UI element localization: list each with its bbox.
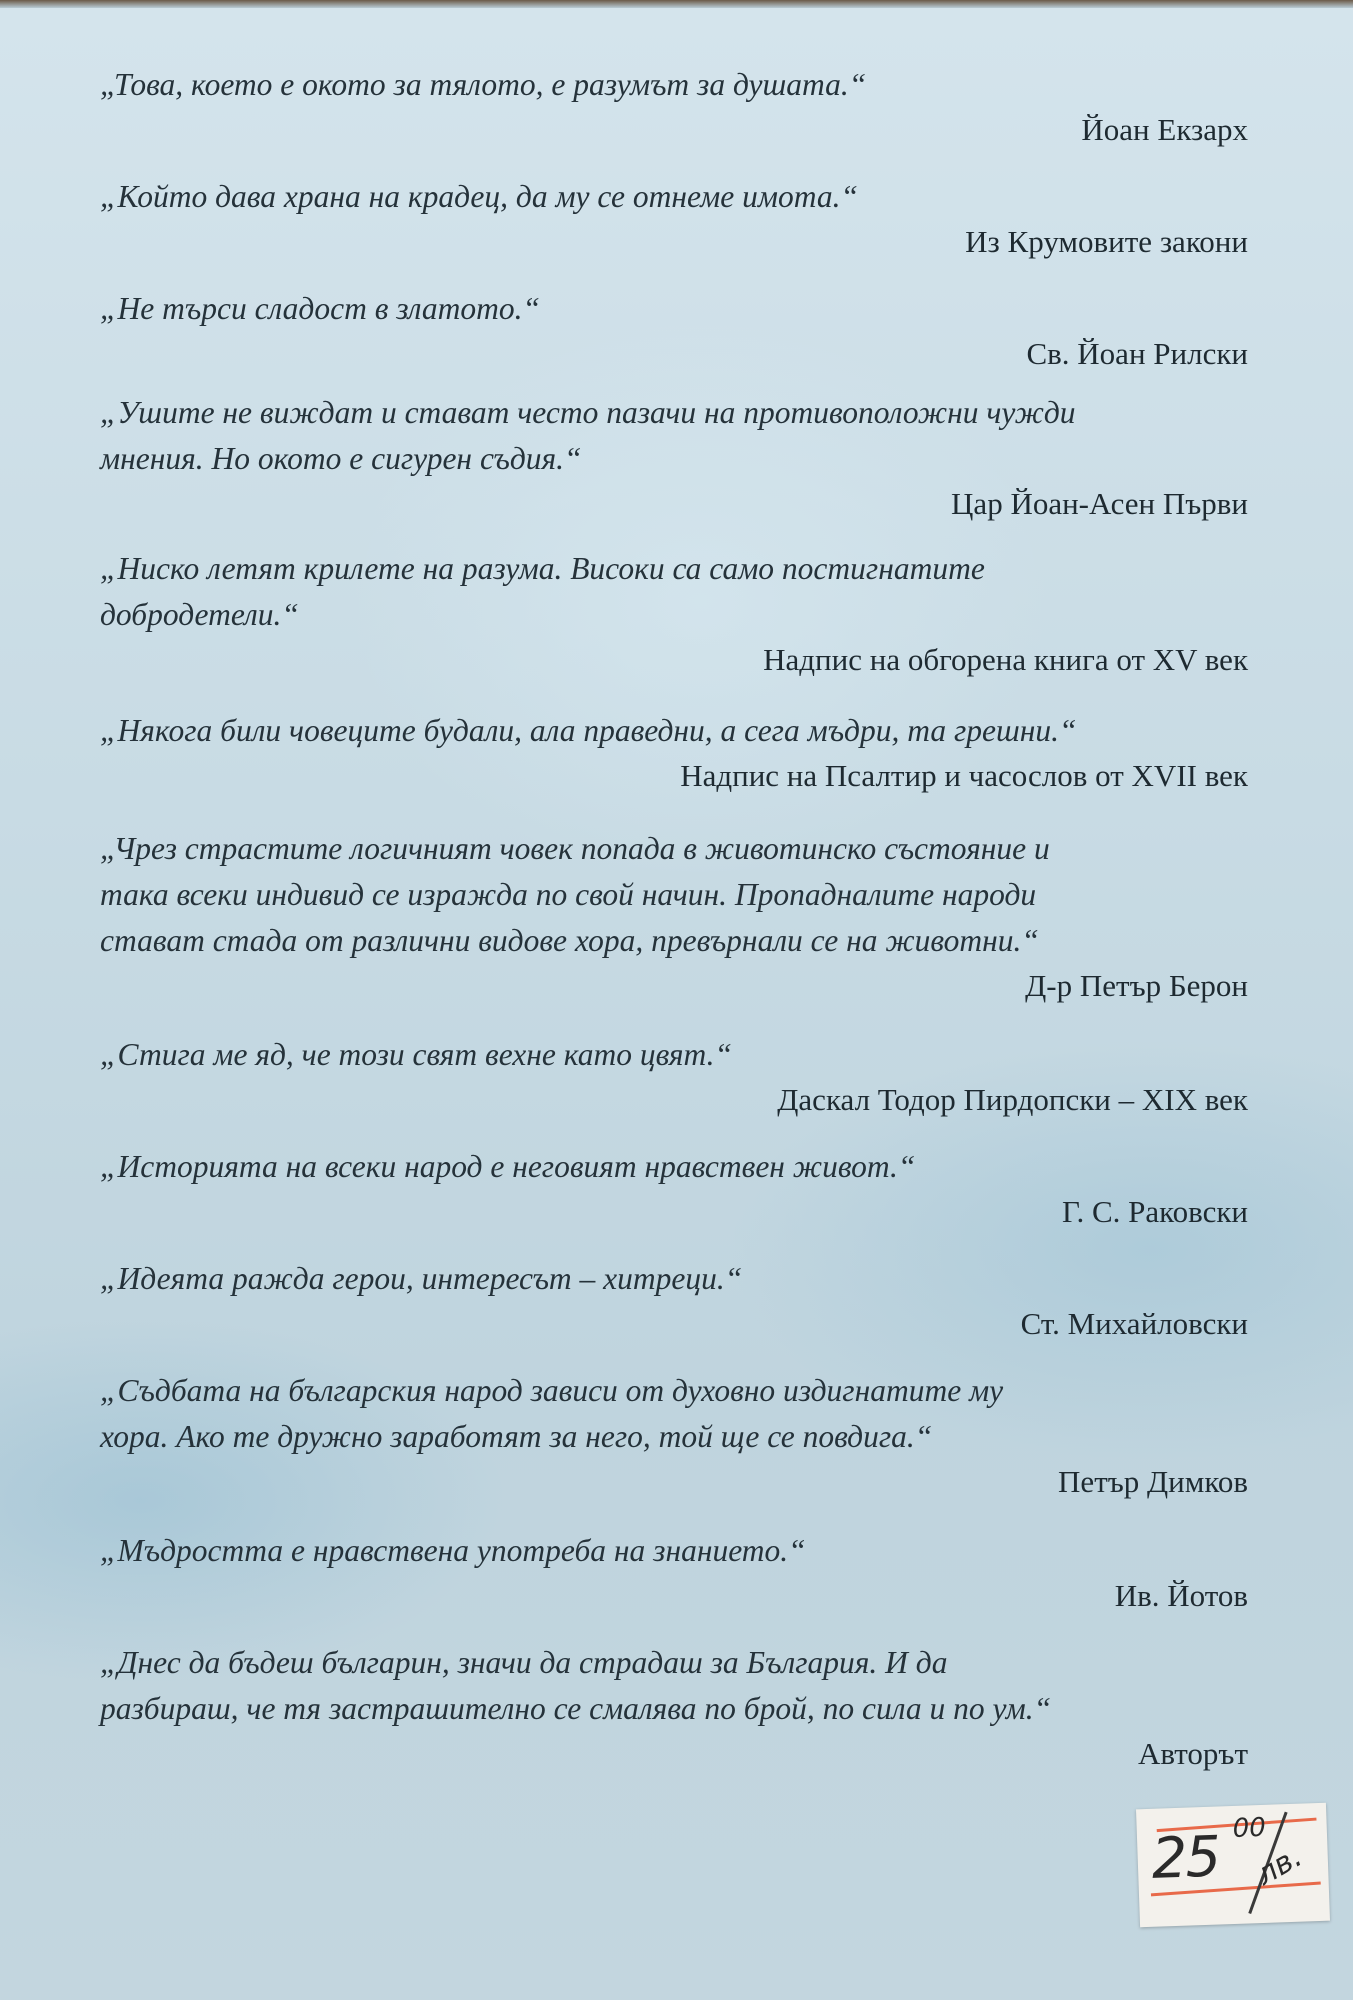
quote-text: „Не търси сладост в златото.“: [100, 291, 541, 326]
quote-author: Ив. Йотов: [1114, 1578, 1248, 1613]
quote-author: Из Крумовите закони: [965, 224, 1248, 259]
quote-item: [100, 1640, 1270, 1776]
quote-text: „Стига ме яд, че този свят вехне като цвят.“: [100, 1037, 733, 1072]
quote-text: „Ушите не виждат и стават често пазачи на противоположни чужди мнения. Но окото е сигурен съдия.“: [100, 395, 1076, 476]
quote-author: Ст. Михайловски: [1020, 1306, 1248, 1341]
quote-item: [100, 1256, 1270, 1346]
quote-item: [100, 546, 1270, 682]
cover-top-edge: [0, 0, 1353, 8]
quote-author: Д-р Петър Берон: [1025, 968, 1248, 1003]
quote-item: [100, 1528, 1270, 1618]
quote-item: [100, 174, 1270, 264]
quote-author: Петър Димков: [1058, 1464, 1248, 1499]
price-amount: 25: [1150, 1824, 1221, 1892]
quote-text: „Някога били човеците будали, ала праведни, а сега мъдри, та грешни.“: [100, 713, 1077, 748]
quote-text: „Съдбата на българския народ зависи от духовно издигнатите му хора. Ако те дружно заработят за него, той ще се повдига.“: [100, 1373, 1004, 1454]
quote-text: „Мъдростта е нравствена употреба на знанието.“: [100, 1533, 806, 1568]
quote-item: [100, 1032, 1270, 1122]
quote-author: Йоан Екзарх: [1081, 112, 1248, 147]
quote-author: Надпис на Псалтир и часослов от XVII век: [680, 758, 1248, 793]
quote-text: „Днес да бъдеш българин, значи да страдаш за България. И да разбираш, че тя застрашително се смалява по брой, по сила и по ум.“: [100, 1645, 1052, 1726]
quote-author: Надпис на обгорена книга от XV век: [763, 642, 1248, 677]
quote-author: Даскал Тодор Пирдопски – XIX век: [777, 1082, 1248, 1117]
quote-item: [100, 1368, 1270, 1504]
price-cents: 00: [1232, 1812, 1267, 1844]
quote-item: [100, 1144, 1270, 1234]
quote-item: [100, 62, 1270, 152]
quote-text: „Чрез страстите логичният човек попада в животинско състояние и така всеки индивид се изражда по свой начин. Пропадналите народи стават стада от различни видове хора, превърнали се на животни.“: [100, 831, 1050, 958]
quote-text: „Идеята ражда герои, интересът – хитреци.“: [100, 1261, 743, 1296]
quote-text: „Това, което е окото за тялото, е разумът за душата.“: [100, 67, 867, 102]
price-sticker: [1136, 1803, 1330, 1928]
quote-author: Авторът: [1138, 1736, 1248, 1771]
quote-author: Св. Йоан Рилски: [1026, 336, 1248, 371]
quote-item: [100, 286, 1270, 376]
quote-author: Цар Йоан-Асен Първи: [951, 486, 1248, 521]
quote-item: [100, 390, 1270, 526]
quote-text: „Историята на всеки народ е неговият нравствен живот.“: [100, 1149, 916, 1184]
quote-text: „Ниско летят крилете на разума. Високи са само постигнатите добродетели.“: [100, 551, 985, 632]
quote-author: Г. С. Раковски: [1062, 1194, 1248, 1229]
price-unit: лв.: [1250, 1839, 1309, 1893]
quote-text: „Който дава храна на крадец, да му се отнеме имота.“: [100, 179, 858, 214]
quote-item: [100, 826, 1270, 1008]
quote-item: [100, 708, 1270, 798]
